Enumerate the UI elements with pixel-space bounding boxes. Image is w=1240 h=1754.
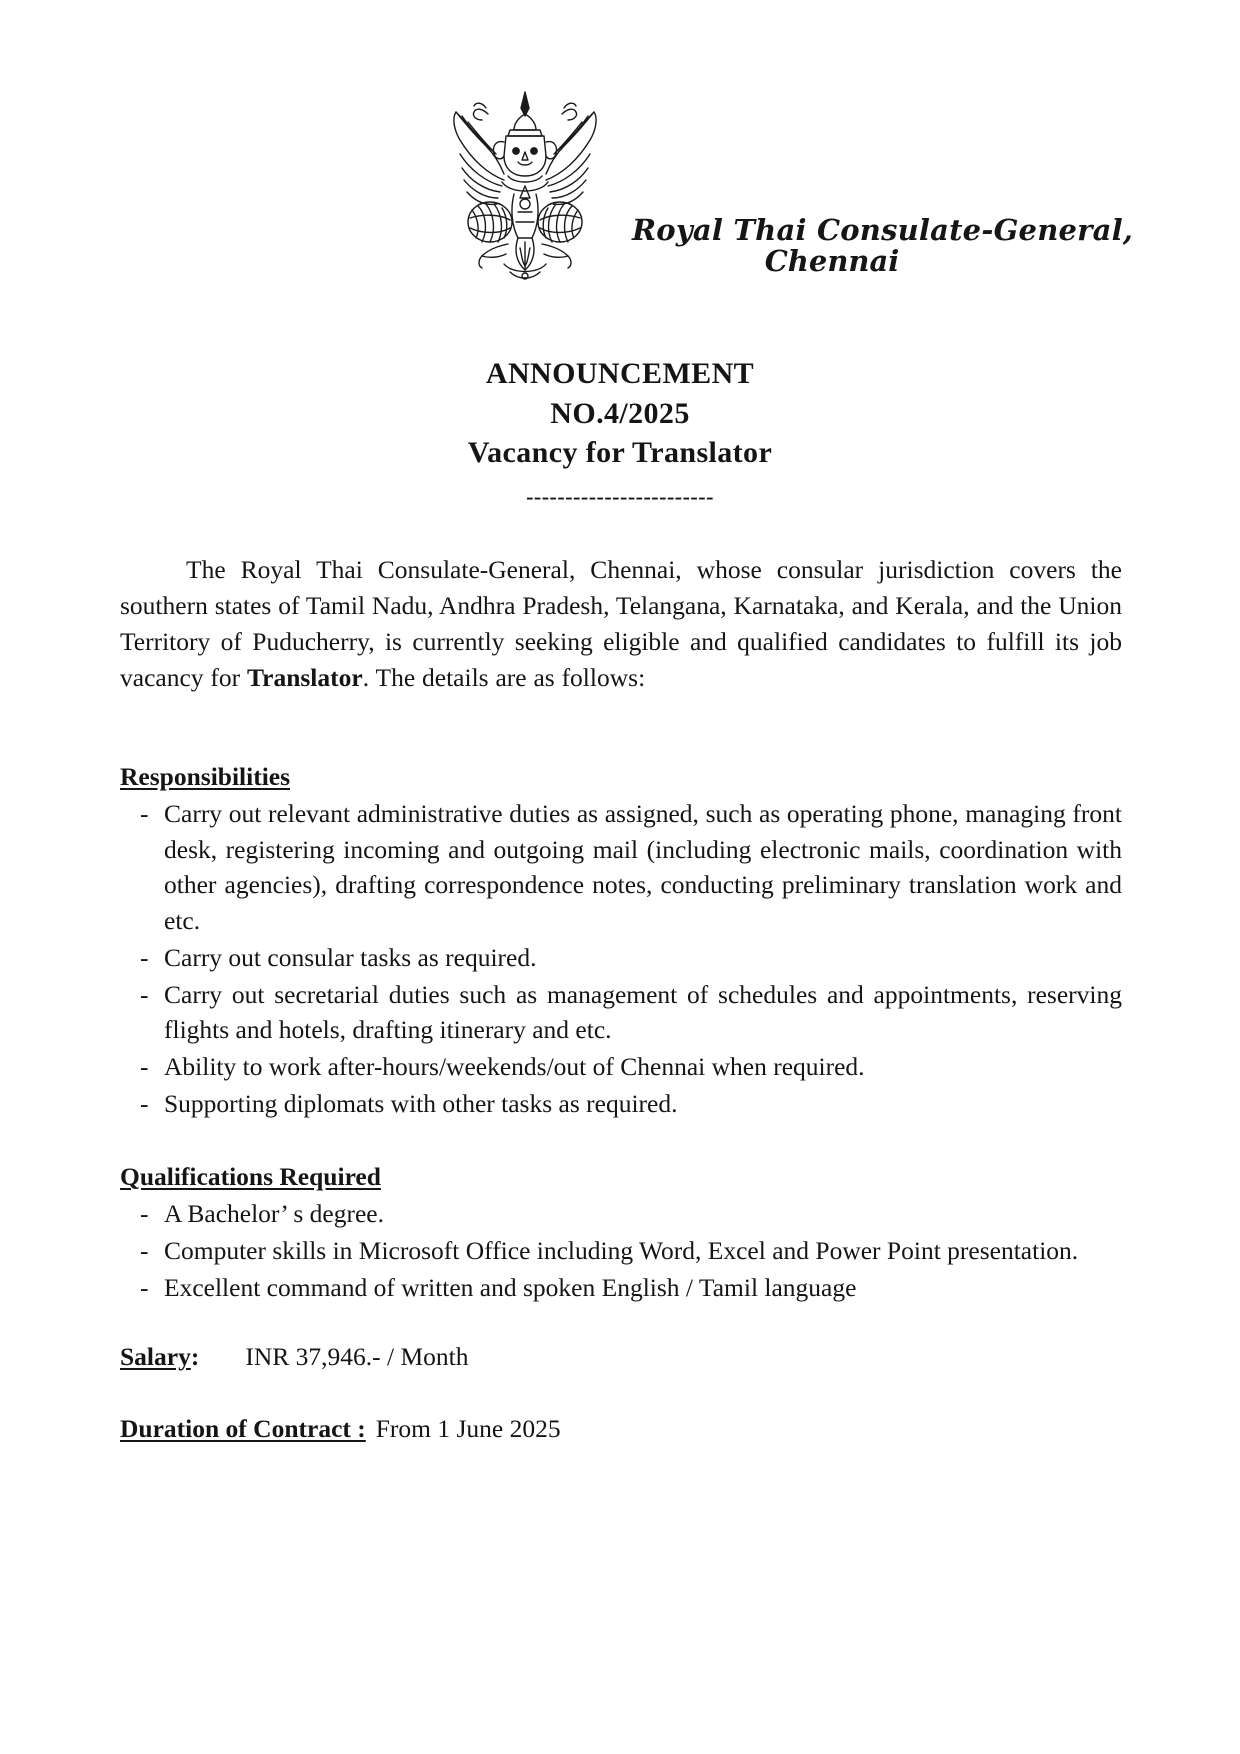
garuda-emblem [430,78,620,288]
organization-line-1: Royal Thai Consulate-General, [632,213,1134,247]
qualifications-list [120,1196,1122,1305]
bullet-marker: - [140,1051,149,1081]
announcement-heading: ANNOUNCEMENT [485,357,755,390]
intro-text-after: . The details are as follows: [362,663,646,693]
bullet-marker: - [140,942,149,972]
qualifications-heading: Qualifications Required [120,1162,381,1192]
organization-name [632,213,1134,279]
list-item-text: Computer skills in Microsoft Office including Word, Excel and Power Point presentation. [164,1235,1079,1265]
list-item [136,1086,1122,1122]
list-item-text: Excellent command of written and spoken English / Tamil language [164,1272,857,1302]
organization-line-2: Chennai [764,244,900,279]
list-item-text: Carry out secretarial duties such as management of schedules and appointments, reserving flights and hotels, drafting itinerary and etc. [164,979,1122,1045]
title-divider: ------------------------ [526,485,714,508]
responsibilities-list [120,796,1122,1121]
intro-text-before: The Royal Thai Consulate-General, Chennai, whose consular jurisdiction covers the southern states of Tamil Nadu, Andhra Pradesh, Telangana, Karnataka, and Kerala, and the Union Territory of Puducherry, is currently seeking eligible and qualified candidates to fulfill its job vacancy for [120,554,1122,693]
intro-paragraph [120,552,1122,697]
announcement-subtitle: Vacancy for Translator [467,436,773,470]
letterhead [0,0,1240,320]
salary-label-colon: : [190,1342,200,1372]
list-item-text: Supporting diplomats with other tasks as required. [164,1088,678,1118]
list-item [136,940,1122,976]
bullet-marker: - [140,1272,149,1302]
list-item [136,1270,1122,1306]
salary-value: INR 37,946.- / Month [245,1342,469,1372]
intro-position-bold: Translator [247,663,363,693]
announcement-title-block [0,354,1240,508]
bullet-marker: - [140,1088,149,1118]
list-item [136,1233,1122,1269]
list-item-text: Carry out relevant administrative duties as assigned, such as operating phone, managing front desk, registering incoming and outgoing mail (including electronic mails, coordination with other agencies), drafting correspondence notes, conducting preliminary translation work and etc. [164,799,1122,936]
list-item [136,1049,1122,1085]
list-item-text: Ability to work after-hours/weekends/out of Chennai when required. [164,1051,865,1081]
bullet-marker: - [140,799,149,829]
salary-row [120,1339,1122,1375]
bullet-marker: - [140,979,149,1009]
bullet-marker: - [140,1235,149,1265]
list-item [136,796,1122,939]
list-item-text: A Bachelor’ s degree. [164,1199,384,1229]
list-item-text: Carry out consular tasks as required. [164,942,537,972]
bullet-marker: - [140,1199,149,1229]
duration-value: From 1 June 2025 [375,1414,561,1444]
duration-label: Duration of Contract : [120,1414,366,1444]
duration-row [120,1411,1122,1447]
announcement-number: NO.4/2025 [550,396,690,430]
salary-label: Salary: [120,1342,200,1372]
list-item [136,1196,1122,1232]
list-item [136,977,1122,1048]
document-body [0,552,1240,1447]
responsibilities-heading: Responsibilities [120,762,291,792]
